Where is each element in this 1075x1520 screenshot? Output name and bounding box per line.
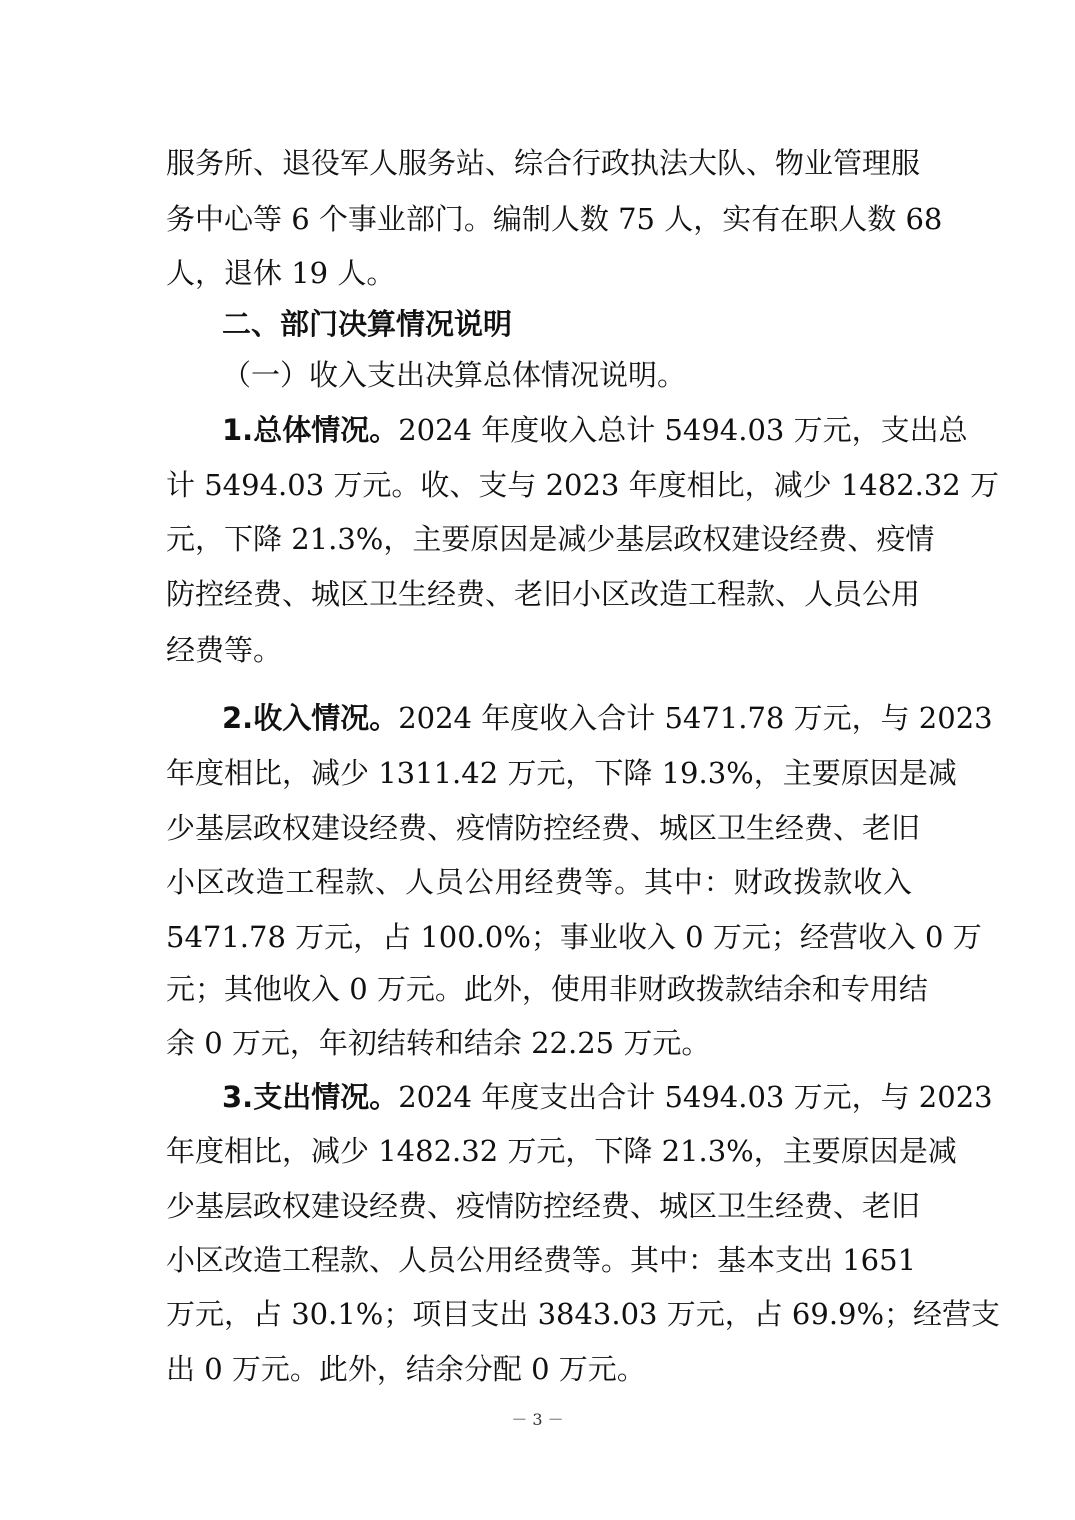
expenditure-paragraph-line-3: 少基层政权建设经费、疫情防控经费、城区卫生经费、老旧 — [166, 1189, 921, 1223]
expenditure-paragraph-lead: 3.支出情况。 — [222, 1080, 399, 1114]
income-paragraph-line-2: 年度相比，减少 1311.42 万元，下降 19.3%，主要原因是减 — [166, 756, 957, 790]
overall-paragraph-line-5: 经费等。 — [166, 633, 283, 667]
income-paragraph-line-7: 余 0 万元，年初结转和结余 22.25 万元。 — [166, 1026, 711, 1060]
expenditure-paragraph-line-1 — [222, 1077, 993, 1117]
income-paragraph-line-3: 少基层政权建设经费、疫情防控经费、城区卫生经费、老旧 — [166, 811, 921, 845]
income-paragraph-line-1 — [222, 698, 993, 738]
income-paragraph-text-1: 2024 年度收入合计 5471.78 万元，与 2023 — [398, 701, 993, 735]
overall-paragraph-line-4: 防控经费、城区卫生经费、老旧小区改造工程款、人员公用 — [166, 577, 921, 611]
overall-paragraph-line-1 — [222, 410, 968, 450]
income-paragraph-lead: 2.收入情况。 — [222, 701, 399, 735]
page-number: － 3 － — [511, 1410, 564, 1429]
expenditure-paragraph-text-1: 2024 年度支出合计 5494.03 万元，与 2023 — [398, 1080, 993, 1114]
overall-paragraph-line-2: 计 5494.03 万元。收、支与 2023 年度相比，减少 1482.32 万 — [166, 468, 999, 502]
overall-paragraph-text-1: 2024 年度收入总计 5494.03 万元，支出总 — [398, 413, 968, 447]
continuation-line-3: 人，退休 19 人。 — [166, 256, 396, 290]
continuation-line-1: 服务所、退役军人服务站、综合行政执法大队、物业管理服 — [166, 146, 921, 180]
expenditure-paragraph-line-6: 出 0 万元。此外，结余分配 0 万元。 — [166, 1352, 646, 1386]
continuation-line-2: 务中心等 6 个事业部门。编制人数 75 人，实有在职人数 68 — [166, 202, 943, 236]
income-paragraph-line-4: 小区改造工程款、人员公用经费等。其中：财政拨款收入 — [166, 865, 912, 899]
income-paragraph-line-5: 5471.78 万元，占 100.0%；事业收入 0 万元；经营收入 0 万 — [166, 920, 982, 954]
sub-heading: （一）收入支出决算总体情况说明。 — [222, 358, 687, 392]
expenditure-paragraph-line-5: 万元，占 30.1%；项目支出 3843.03 万元，占 69.9%；经营支 — [166, 1297, 1001, 1331]
expenditure-paragraph-line-4: 小区改造工程款、人员公用经费等。其中：基本支出 1651 — [166, 1243, 917, 1277]
section-heading: 二、部门决算情况说明 — [222, 307, 513, 341]
overall-paragraph-lead: 1.总体情况。 — [222, 413, 399, 447]
income-paragraph-line-6: 元；其他收入 0 万元。此外，使用非财政拨款结余和专用结 — [166, 972, 928, 1006]
overall-paragraph-line-3: 元，下降 21.3%，主要原因是减少基层政权建设经费、疫情 — [166, 522, 935, 556]
expenditure-paragraph-line-2: 年度相比，减少 1482.32 万元，下降 21.3%，主要原因是减 — [166, 1134, 957, 1168]
